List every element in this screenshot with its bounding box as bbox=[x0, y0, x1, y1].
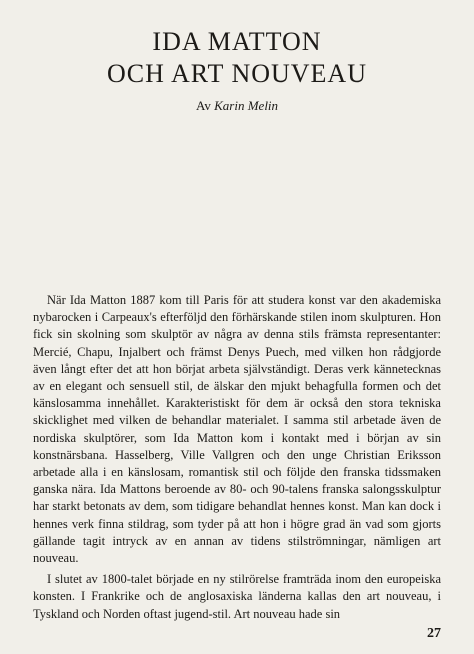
article-title-line-1: IDA MATTON bbox=[152, 27, 322, 56]
paragraph-2: I slutet av 1800-talet började en ny stilrörelse framträda inom den europeiska konsten. I Frankrike och de anglosaxiska länderna kallas den art nouveau, i Tyskland och Norden oftast jugend-stil. Art nouveau hade sin bbox=[33, 572, 441, 621]
byline bbox=[0, 99, 474, 112]
article-title-line-2: OCH ART NOUVEAU bbox=[107, 59, 367, 88]
paragraph-1: När Ida Matton 1887 kom till Paris för att studera konst var den akademiska nybarocken i Carpeaux's efterföljd den förhärskande stilen inom skulpturen. Hon fick sin skolning som skulptör av några av denna stils främsta representanter: Mercié, Chapu, Injalbert och främst Denys Puech, med vilken hon rådgjorde även långt efter det att hon börjat arbeta självständigt. Deras verk kännetecknas av en elegant och sensuell stil, de älskar den mjukt behagfulla formen och det känslosamma innehållet. Karakteristiskt för dem är också den stora tekniska skicklighet med vilken de behandlar materialet. I samma stil arbetade även de nordiska skulptörer, som Ida Matton kom i kontakt med i början av sin konstnärsbana. Hasselberg, Ville Vallgren och den unge Christian Eriksson arbetade alla i en känslosam, romantisk stil och följde den franska tidssmaken ganska nära. Ida Mattons beroende av 80- och 90-talens franska salongsskulptur har starkt betonats av dem, som tidigare behandlat hennes konst. Man kan dock i hennes verk finna stildrag, som tyder på att hon i högre grad än vad som gjorts gällande tagit intryck av en annan av tidens stilströmningar, nämligen art nouveau. bbox=[33, 293, 441, 566]
byline-prefix: Av bbox=[195, 98, 211, 113]
byline-author: Karin Melin bbox=[214, 98, 279, 113]
page-number: 27 bbox=[427, 626, 441, 641]
article-body bbox=[33, 292, 441, 623]
